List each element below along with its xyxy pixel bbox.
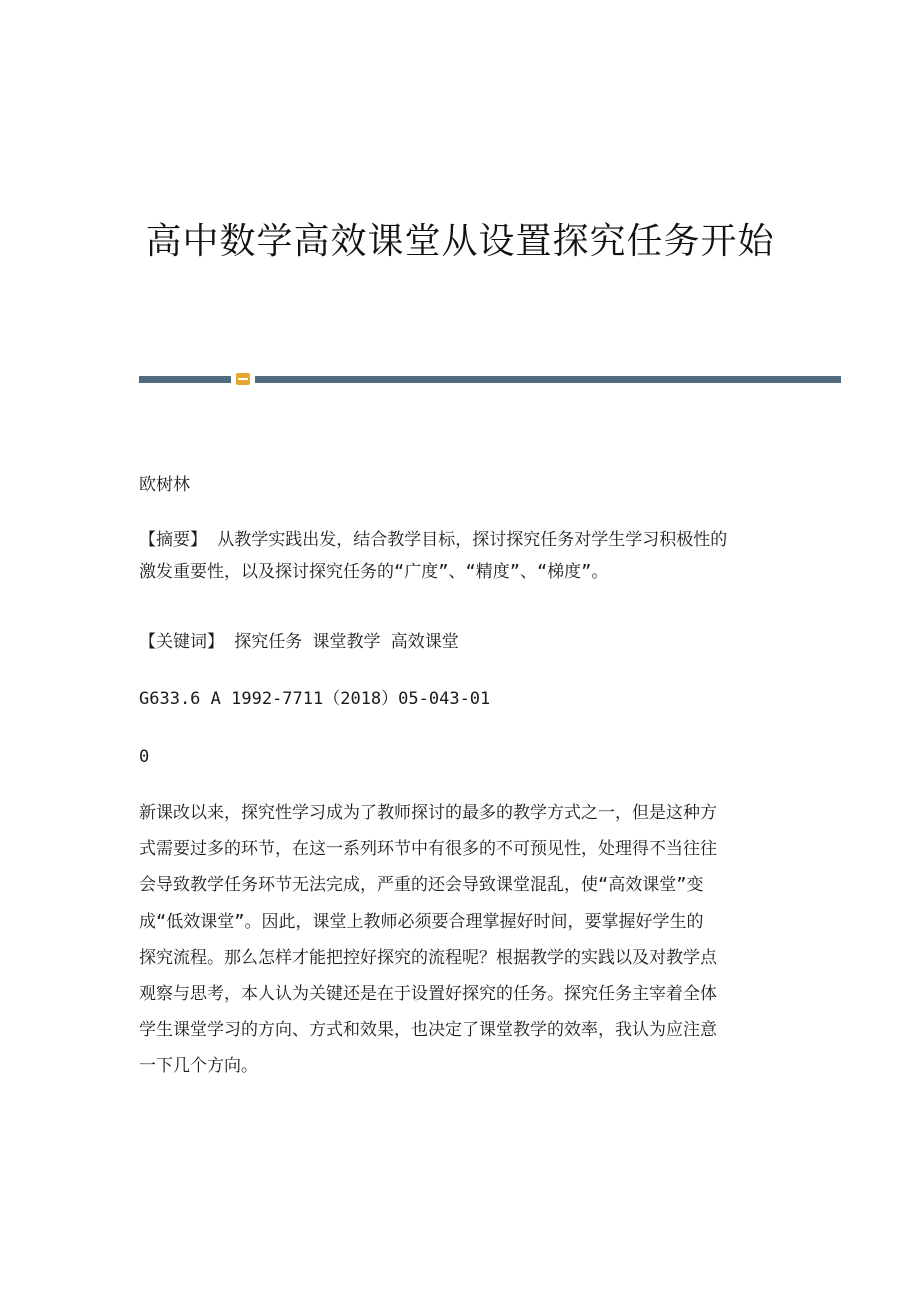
body-line: 会导致教学任务环节无法完成，严重的还会导致课堂混乱，使“高效课堂”变 [139,875,704,896]
divider-bar-left [139,376,231,383]
abstract-label: 【摘要】 [139,530,207,550]
page-title: 高中数学高效课堂从设置探究任务开始 [145,221,775,262]
body-line: 一下几个方向。 [139,1056,258,1077]
keywords-label: 【关键词】 [139,632,224,652]
body-line: 探究流程。那么怎样才能把控好探究的流程呢？根据教学的实践以及对教学点 [139,947,717,968]
title-divider [139,372,841,386]
body-line: 学生课堂学习的方向、方式和效果，也决定了课堂教学的效率，我认为应注意 [139,1020,717,1041]
body-line: 新课改以来，探究性学习成为了教师探讨的最多的教学方式之一，但是这种方 [139,803,717,823]
abstract [139,524,784,588]
body-line: 式需要过多的环节，在这一系列环节中有很多的不可预见性，处理得不当往往 [139,839,717,860]
abstract-text-1: 从教学实践出发，结合教学目标，探讨探究任务对学生学习积极性的 [217,530,728,550]
body-line: 观察与思考，本人认为关键还是在于设置好探究的任务。探究任务主宰着全体 [139,984,717,1005]
body-line: 成“低效课堂”。因此，课堂上教师必须要合理掌握好时间，要掌握好学生的 [139,911,704,932]
keywords-text: 探究任务 课堂教学 高效课堂 [234,632,459,652]
abstract-line-1 [139,524,784,556]
keywords [139,630,779,654]
divider-bar-right [255,376,841,383]
body-paragraph [139,795,779,1085]
classification-code: G633.6 A 1992-7711（2018）05-043-01 [139,689,491,709]
abstract-line-2: 激发重要性，以及探讨探究任务的“广度”、“精度”、“梯度”。 [139,562,609,582]
section-marker: 0 [139,747,150,767]
author-name: 欧树林 [139,475,190,495]
divider-ornament-icon [236,373,250,385]
